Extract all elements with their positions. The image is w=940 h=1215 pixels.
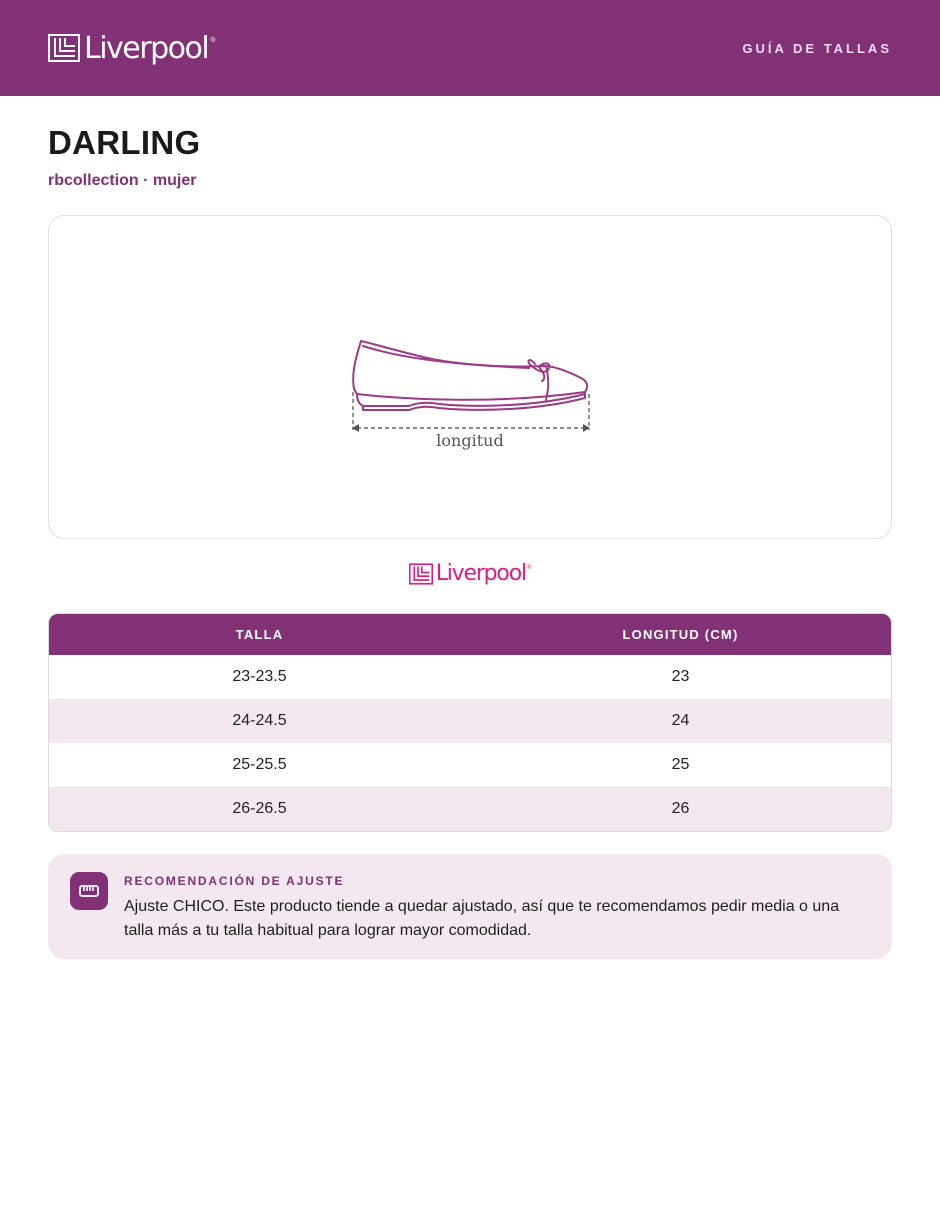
product-title: DARLING <box>48 124 201 161</box>
liverpool-logo[interactable] <box>48 31 215 66</box>
cell-length: 25 <box>671 756 690 773</box>
ruler-icon <box>70 872 108 910</box>
logo-registered-mark: ® <box>210 36 216 44</box>
liverpool-logo-icon <box>48 34 80 62</box>
cell-size: 26-26.5 <box>232 800 287 817</box>
shoe-measure-illustration <box>48 215 892 539</box>
cell-size: 25-25.5 <box>232 756 287 773</box>
size-table-header <box>49 614 891 655</box>
table-row <box>49 655 891 699</box>
size-guide-link[interactable]: GUÍA DE TALLAS <box>742 40 892 56</box>
size-table-body <box>49 655 891 831</box>
product-subtitle: rbcollection · mujer <box>48 172 197 189</box>
header-bar <box>0 0 940 96</box>
cell-length: 24 <box>671 712 690 729</box>
cell-length: 23 <box>671 668 690 685</box>
cell-size: 23-23.5 <box>232 668 287 685</box>
recommendation-text: Ajuste CHICO. Este producto tiende a quedar ajustado, así que te recomendamos pedir media o una talla más a tu talla habitual para lograr mayor comodidad. <box>124 898 840 939</box>
length-measure-label: longitud <box>436 431 504 450</box>
column-header-length: LONGITUD (CM) <box>622 627 739 642</box>
recommendation-title: RECOMENDACIÓN DE AJUSTE <box>124 874 345 888</box>
brand-logo-wordmark: Liverpool <box>435 561 526 586</box>
size-table <box>48 613 892 832</box>
logo-wordmark: Liverpool <box>84 30 209 66</box>
table-row <box>49 743 891 787</box>
column-header-size: TALLA <box>235 627 284 642</box>
liverpool-brand-logo <box>0 561 940 586</box>
liverpool-logo-pink-icon <box>409 563 433 585</box>
table-row <box>49 699 891 743</box>
cell-size: 24-24.5 <box>232 712 287 729</box>
fit-recommendation-card <box>48 854 892 959</box>
cell-length: 26 <box>671 800 690 817</box>
table-row <box>49 787 891 831</box>
brand-logo-registered-mark: ® <box>526 565 532 571</box>
